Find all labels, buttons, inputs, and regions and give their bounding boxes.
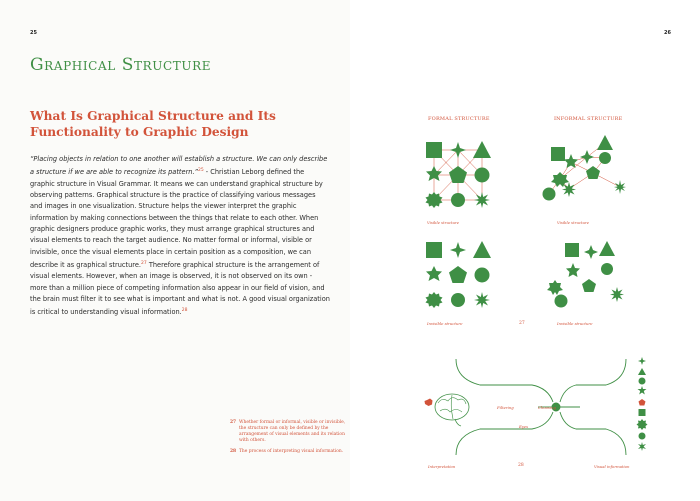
- footnote-number: 28: [230, 449, 237, 454]
- body-text-part-2: Therefore graphical structure is the arrangement of visual elements. However, when an image is observed, it is not observed on its own - more than a million piece of competing information also appear in our field of vision, and the brain must filter it to see what is important and what is not. A good visual organization is critical to understanding visual information.: [30, 261, 330, 317]
- formal-visible-structure: [420, 135, 500, 215]
- footnote-ref-25[interactable]: 25: [197, 168, 204, 174]
- page-number-left: 25: [30, 30, 37, 36]
- label-formal-structure: FORMAL STRUCTURE: [428, 116, 490, 122]
- label-filtering: Filtering: [497, 405, 514, 410]
- pentagon-highlight: [425, 399, 433, 407]
- footnote-ref-27[interactable]: 27: [141, 260, 147, 266]
- right-page: [350, 0, 700, 501]
- footnotes: [230, 420, 348, 460]
- caption-invisible-structure: Invisible structure: [427, 321, 463, 326]
- informal-invisible-structure: [545, 235, 625, 315]
- footnote-ref-28[interactable]: 28: [181, 308, 188, 314]
- caption-invisible-structure: Invisible structure: [557, 321, 593, 326]
- section-title: Graphical Structure: [30, 55, 212, 75]
- visual-perception-diagram: [420, 355, 685, 465]
- footnote: [230, 420, 348, 444]
- body-text-part-1: - Christian Leborg defined the graphic structure in Visual Grammar. It means we can understand graphical structure by observing patterns. Graphical structure is the practice of classifying various messages and images in one visualization. Structure helps the viewer interpret the graphic information by making connections between the things that relate to each other. When graphic designers produce graphic works, they must arrange graphical structures and visual elements to reach the target audience. No matter formal or informal, visible or invisible, once the visual elements place in certain position as a composition, we can describe it as graphical structure.: [30, 168, 323, 270]
- body-paragraph: [30, 154, 330, 319]
- caption-visible-structure: Visible structure: [557, 220, 590, 225]
- formal-invisible-structure: [420, 235, 500, 315]
- label-interpretation: Interpretation: [428, 464, 456, 469]
- footnote-text: The process of interpreting visual information.: [239, 449, 344, 454]
- page-number-right: 26: [664, 30, 671, 36]
- label-choosing: Choosing: [538, 405, 556, 410]
- footnote-text: Whether formal or informal, visible or invisible, the structure can only be defined by the arrangement of visual elements and its relation with others.: [239, 420, 346, 443]
- label-eyes: Eyes: [519, 424, 529, 429]
- footnote-number: 27: [230, 420, 237, 425]
- figure-number-28: 28: [518, 463, 524, 468]
- footnote: [230, 449, 348, 455]
- label-informal-structure: INFORMAL STRUCTURE: [554, 116, 623, 122]
- figure-number-27: 27: [519, 321, 525, 326]
- caption-visible-structure: Visible structure: [427, 220, 460, 225]
- label-visual-information: Visual information: [594, 464, 630, 469]
- informal-visible-structure: [545, 135, 625, 215]
- leborg-quote: “Placing objects in relation to one another will establish a structure. We can only describe a structure if we are able to recognize its pattern.”: [30, 155, 328, 177]
- brain-icon: [435, 394, 469, 426]
- visual-elements-column: [637, 357, 648, 451]
- chapter-heading: What Is Graphical Structure and Its Functionality to Graphic Design: [30, 109, 276, 139]
